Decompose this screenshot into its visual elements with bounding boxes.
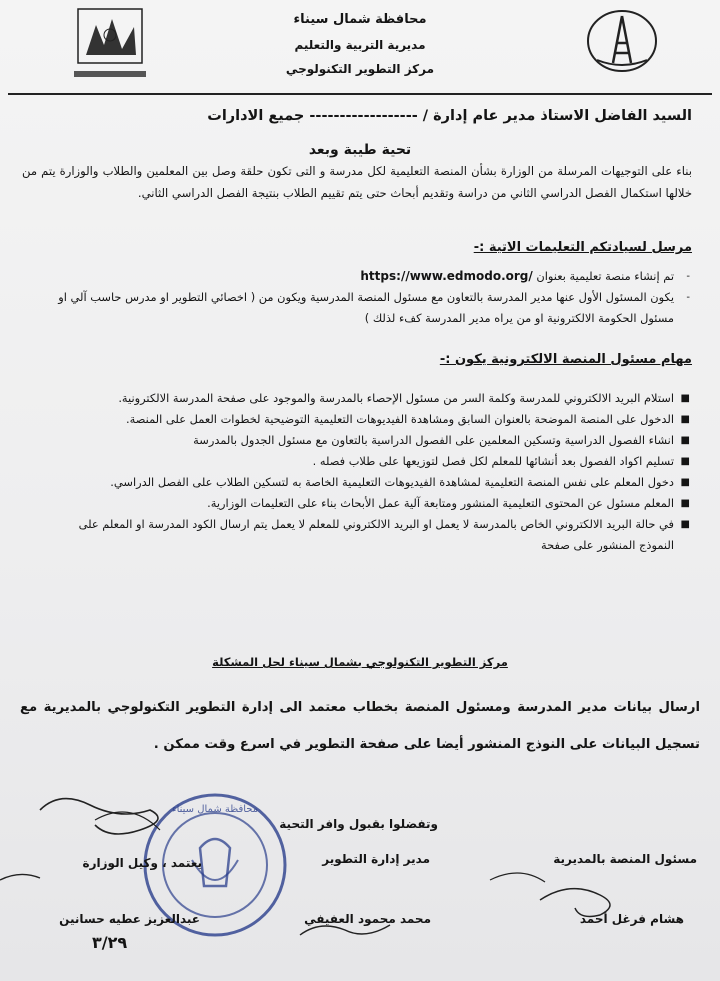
bullet-icon: - bbox=[686, 292, 690, 303]
handwritten-signatures bbox=[0, 770, 720, 970]
instruction-item bbox=[42, 287, 692, 329]
closing-line: وتفضلوا بقبول وافر التحية bbox=[279, 817, 438, 831]
tasks-list bbox=[42, 388, 692, 556]
salutation: السيد الفاضل الاستاذ مدير عام إدارة / ------------------ جميع الادارات bbox=[207, 108, 692, 124]
bullet-icon: - bbox=[686, 271, 690, 282]
bullet-icon: ■ bbox=[680, 498, 690, 509]
bullet-icon: ■ bbox=[680, 519, 690, 530]
signature-left-title: يعتمد ، وكيل الوزارة bbox=[82, 856, 202, 870]
task-item: ■ استلام البريد الالكتروني للمدرسة وكلمة السر من مسئول الإحصاء بالمدرسة والموجود على صفحة المدرسة الالكترونية. bbox=[42, 388, 692, 409]
platform-url[interactable]: https://www.edmodo.org/ bbox=[360, 269, 533, 283]
instruction-text: تم إنشاء منصة تعليمية بعنوان bbox=[536, 269, 674, 283]
greeting: تحية طيبة وبعد bbox=[308, 142, 412, 158]
signature-middle-name: محمد محمود العفيفي bbox=[304, 912, 431, 926]
bullet-icon: ■ bbox=[680, 456, 690, 467]
handwritten-date: ٣/٢٩ bbox=[92, 933, 128, 952]
stamp-text: محافظة شمال سيناء bbox=[171, 804, 259, 815]
signature-left-name: عبدالعزيز عطيه حسانين bbox=[59, 912, 200, 926]
instructions-list bbox=[42, 266, 692, 329]
request-paragraph: ارسال بيانات مدير المدرسة ومسئول المنصة بخطاب معتمد الى إدارة التطوير التكنولوجي بالمديرية مع تسجيل البيانات على النوذج المنشور أيضا على صفحة التطوير في اسرع وقت ممكن . bbox=[20, 700, 700, 752]
bullet-icon: ■ bbox=[680, 477, 690, 488]
signature-right-name: هشام فرغل أحمد bbox=[579, 912, 684, 926]
tasks-title: مهام مسئول المنصة الالكترونية يكون :- bbox=[439, 352, 692, 367]
header-divider bbox=[8, 93, 712, 95]
center-note: مركز التطوير التكنولوجي بشمال سيناء لحل المشكلة bbox=[212, 655, 508, 669]
instruction-item bbox=[42, 266, 692, 287]
task-item: ■ دخول المعلم على نفس المنصة التعليمية لمشاهدة الفيديوهات التعليمية الخاصة به لتسكين الطلاب على الفصل الدراسي. bbox=[42, 472, 692, 493]
task-item: ■ تسليم اكواد الفصول بعد أنشائها للمعلم لكل فصل لتوزيعها على طلاب فصله . bbox=[42, 451, 692, 472]
instruction-text: يكون المسئول الأول عنها مدير المدرسة بالتعاون مع مسئول المنصة المدرسية ويكون من ( اخصائي التطوير او مدرس حاسب آلي او مسئول الحكومة الالكترونية او من يراه مدير المدرسة كفء لذلك ) bbox=[58, 290, 674, 325]
directorate-logo bbox=[60, 5, 160, 83]
bullet-icon: ■ bbox=[680, 435, 690, 446]
governorate-logo bbox=[585, 8, 660, 74]
directorate-name: مديرية التربية والتعليم bbox=[294, 38, 426, 52]
task-item: ■ الدخول على المنصة الموضحة بالعنوان السابق ومشاهدة الفيديوهات التعليمية التوضيحية لخطوات العمل على المنصة. bbox=[42, 409, 692, 430]
bullet-icon: ■ bbox=[680, 393, 690, 404]
center-name: مركز التطوير التكنولوجي bbox=[285, 62, 435, 76]
intro-paragraph: بناء على التوجيهات المرسلة من الوزارة بشأن المنصة التعليمية لكل مدرسة و التى تكون حلقة وصل بين المعلمين والطلاب والوزارة يتم من خلالها استكمال الفصل الدراسي الثاني من دراسة وتقديم أبحاث حتى يتم تقييم الطلاب بنتيجة الفصل الدراسي الثاني. bbox=[22, 164, 692, 200]
task-item: ■ في حالة البريد الالكتروني الخاص بالمدرسة لا يعمل او البريد الالكتروني للمعلم لا يعمل يتم ارسال الكود المدرسة او المعلم على النموذج المنشور على صفحة bbox=[42, 514, 692, 556]
instructions-title: مرسل لسيادتكم التعليمات الاتية :- bbox=[473, 240, 692, 255]
signature-right-title: مسئول المنصة بالمديرية bbox=[553, 852, 697, 866]
task-item: ■ المعلم مسئول عن المحتوى التعليمية المنشور ومتابعة آلية عمل الأبحاث بناء على التعليمات الوزارية. bbox=[42, 493, 692, 514]
bullet-icon: ■ bbox=[680, 414, 690, 425]
governorate-name: محافظة شمال سيناء bbox=[293, 12, 427, 27]
task-item: ■ انشاء الفصول الدراسية وتسكين المعلمين على الفصول الدراسية بالتعاون مع مسئول الجدول بالمدرسة bbox=[42, 430, 692, 451]
signature-middle-title: مدير إدارة التطوير bbox=[322, 852, 430, 866]
